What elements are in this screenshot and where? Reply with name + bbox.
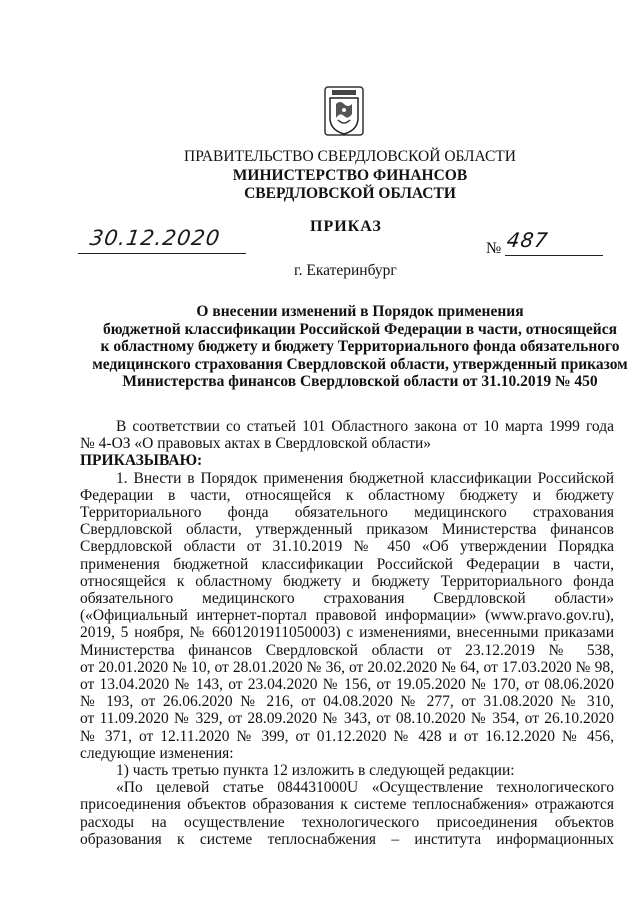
intro-line: № 4-ОЗ «О правовых актах в Свердловской области» — [80, 435, 432, 453]
paragraph-line: («Официальный интернет-портал правовой информации» (www.pravo.gov.ru), — [80, 607, 614, 625]
order-city: г. Екатеринбург — [294, 262, 397, 279]
paragraph-line: «По целевой статье 084431000U «Осуществление технологического — [116, 779, 614, 797]
paragraph-line: № 193, от 26.06.2020 № 216, от 04.08.2020 № 277, от 31.08.2020 № 310, — [80, 693, 614, 711]
intro-line: В соответствии со статьей 101 Областного закона от 10 марта 1999 года — [116, 418, 614, 435]
date-underline — [78, 253, 246, 254]
paragraph-line: от 11.09.2020 № 329, от 28.09.2020 № 343, от 08.10.2020 № 354, от 26.10.2020 — [80, 710, 614, 728]
paragraph-line: № 371, от 12.11.2020 № 399, от 01.12.2020 № 428 и от 16.12.2020 № 456, — [80, 727, 614, 745]
paragraph-line: образования к системе теплоснабжения – института информационных — [80, 830, 614, 848]
number-underline — [505, 255, 603, 256]
order-body — [80, 418, 614, 848]
paragraph-line: 2019, 5 ноября, № 6601201911050003) с изменениями, внесенными приказами — [80, 624, 614, 642]
coat-of-arms-icon — [324, 86, 364, 136]
subject-line: Министерства финансов Свердловской области от 31.10.2019 № 450 — [122, 373, 598, 391]
paragraph-line: 1. Внести в Порядок применения бюджетной классификации Российской — [116, 469, 614, 487]
paragraph-line: Свердловской области, утвержденный приказом Министерства финансов — [80, 521, 614, 539]
paragraph-line: 1) часть третью пункта 12 изложить в следующей редакции: — [116, 762, 515, 780]
order-subject — [60, 303, 640, 391]
order-title: ПРИКАЗ — [310, 218, 382, 235]
order-number: 487 — [505, 228, 550, 252]
paragraph-line: присоединения объектов образования к системе теплоснабжения» отражаются — [80, 796, 614, 814]
number-sign: № — [486, 240, 502, 257]
paragraph-line: Территориального фонда обязательного медицинского страхования — [80, 504, 614, 522]
government-title: ПРАВИТЕЛЬСТВО СВЕРДЛОВСКОЙ ОБЛАСТИ — [184, 148, 516, 165]
paragraph-line: относящейся к областному бюджету и бюджету Территориального фонда — [80, 572, 614, 590]
order-date: 30.12.2020 — [88, 226, 222, 250]
subject-line: медицинского страхования Свердловской области, утвержденный приказом — [92, 355, 628, 373]
paragraph-line: обязательного медицинского страхования Свердловской области» — [80, 590, 614, 608]
paragraph-line: Министерства финансов Свердловской области от 23.12.2019 № 538, — [80, 641, 614, 659]
ministry-title-line1: МИНИСТЕРСТВО ФИНАНСОВ — [232, 167, 468, 184]
paragraph-line: от 13.04.2020 № 143, от 23.04.2020 № 156, от 19.05.2020 № 170, от 08.06.2020 — [80, 676, 614, 694]
subject-line: к областному бюджету и бюджету Территориального фонда обязательного — [100, 338, 620, 356]
paragraph-line: следующие изменения: — [80, 744, 234, 762]
paragraph-line: Федерации в части, относящейся к областному бюджету и бюджету — [80, 486, 614, 504]
ministry-title-line2: СВЕРДЛОВСКОЙ ОБЛАСТИ — [244, 185, 456, 202]
paragraph-line: расходы на осуществление технологического присоединения объектов — [80, 813, 614, 831]
subject-line: бюджетной классификации Российской Федерации в части, относящейся — [103, 320, 617, 338]
paragraph-line: от 20.01.2020 № 10, от 28.01.2020 № 36, от 20.02.2020 № 64, от 17.03.2020 № 98, — [80, 658, 614, 676]
subject-line: О внесении изменений в Порядок применения — [196, 303, 524, 320]
paragraph-line: применения бюджетной классификации Российской Федерации в части, — [80, 555, 614, 573]
paragraph-line: Свердловской области от 31.10.2019 № 450 «Об утверждении Порядка — [80, 538, 614, 556]
order-directive: ПРИКАЗЫВАЮ: — [80, 452, 203, 470]
